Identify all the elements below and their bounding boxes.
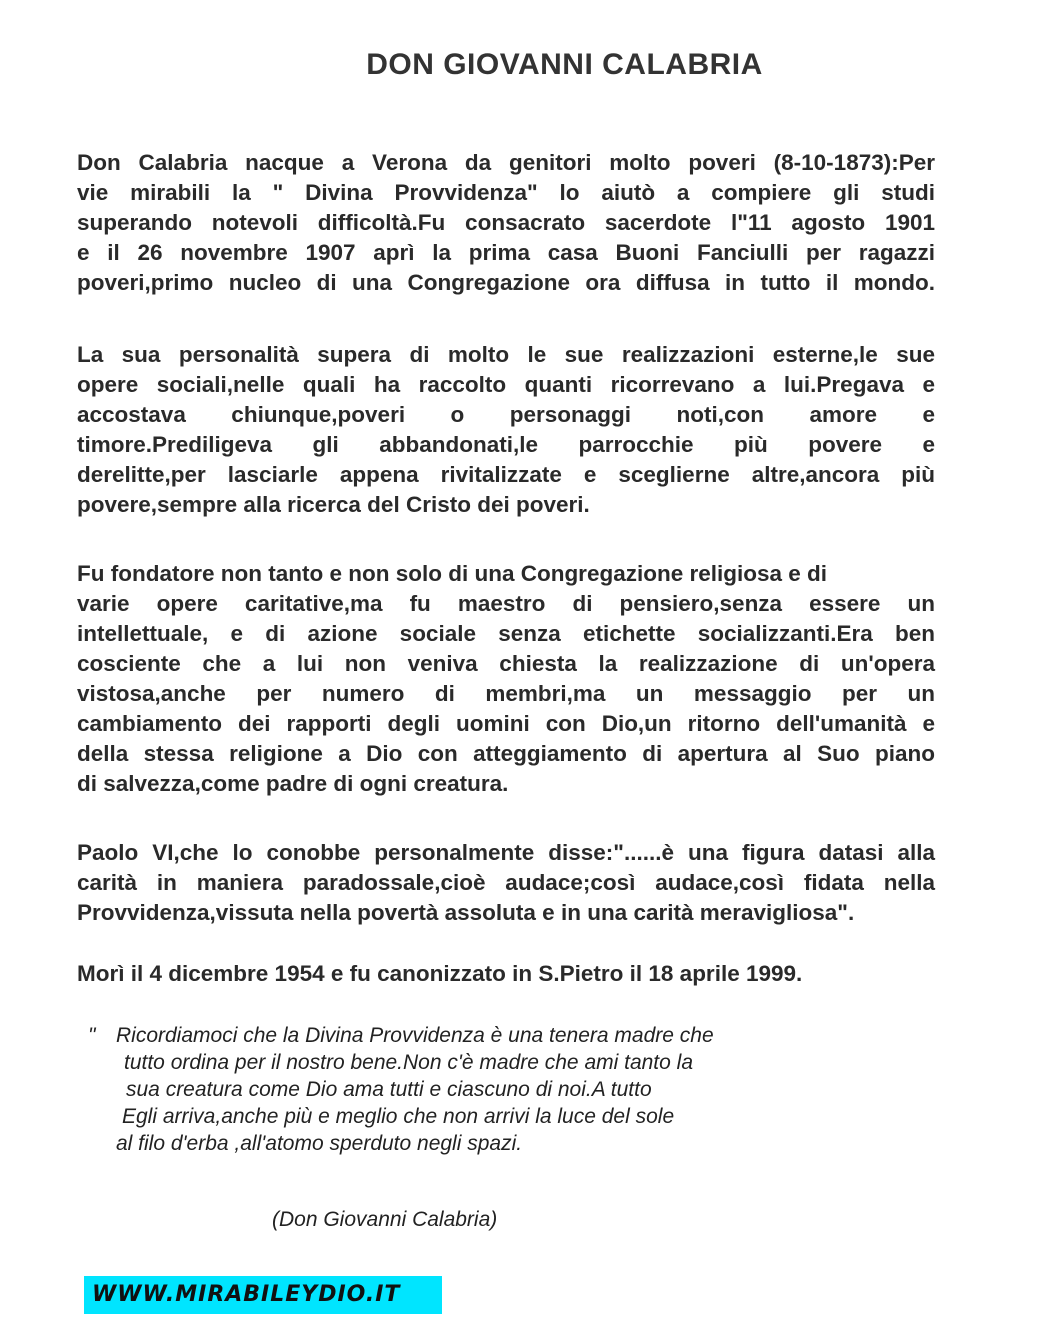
text-line: Fu fondatore non tanto e non solo di una Congregazione religiosa e di (77, 561, 828, 586)
website-link[interactable]: WWW.MIRABILEYDIO.IT (84, 1276, 442, 1314)
quote-line: Ricordiamoci che la Divina Provvidenza è una tenera madre che (116, 1024, 714, 1047)
text-line: opere sociali,nelle quali ha raccolto quanti ricorrevano a lui.Pregava e (77, 372, 935, 397)
page-title: DON GIOVANNI CALABRIA (366, 48, 763, 81)
text-line: accostava chiunque,poveri o personaggi noti,con amore e (77, 402, 935, 427)
text-line: Morì il 4 dicembre 1954 e fu canonizzato in S.Pietro il 18 aprile 1999. (77, 961, 803, 986)
text-line: timore.Prediligeva gli abbandonati,le parrocchie più povere e (77, 432, 935, 457)
paragraph-death-canonization (77, 959, 935, 989)
text-line: cosciente che a lui non veniva chiesta la realizzazione di un'opera (77, 651, 935, 676)
text-line: poveri,primo nucleo di una Congregazione ora diffusa in tutto il mondo. (77, 270, 935, 295)
text-line: cambiamento dei rapporti degli uomini con Dio,un ritorno dell'umanità e (77, 711, 935, 736)
paragraph-personality (77, 340, 935, 520)
text-line: derelitte,per lasciarle appena rivitalizzate e sceglierne altre,ancora più (77, 462, 935, 487)
paragraph-founder (77, 559, 935, 799)
text-line: intellettuale, e di azione sociale senza etichette socializzanti.Era ben (77, 621, 935, 646)
paragraph-biography (77, 148, 935, 298)
text-line: di salvezza,come padre di ogni creatura. (77, 771, 509, 796)
quote-line: al filo d'erba ,all'atomo sperduto negli spazi. (116, 1132, 523, 1155)
quote-open-mark: " (88, 1024, 96, 1047)
text-line: povere,sempre alla ricerca del Cristo dei poveri. (77, 492, 590, 517)
text-line: vistosa,anche per numero di membri,ma un messaggio per un (77, 681, 935, 706)
paragraph-paolo-vi (77, 838, 935, 928)
text-line: Don Calabria nacque a Verona da genitori molto poveri (8-10-1873):Per (77, 150, 935, 175)
quote-line: tutto ordina per il nostro bene.Non c'è madre che ami tanto la (124, 1051, 693, 1074)
text-line: e il 26 novembre 1907 aprì la prima casa Buoni Fanciulli per ragazzi (77, 240, 935, 265)
text-line: superando notevoli difficoltà.Fu consacrato sacerdote l"11 agosto 1901 (77, 210, 935, 235)
text-line: vie mirabili la " Divina Provvidenza" lo aiutò a compiere gli studi (77, 180, 935, 205)
quote-line: Egli arriva,anche più e meglio che non arrivi la luce del sole (122, 1105, 675, 1128)
quote-attribution: (Don Giovanni Calabria) (272, 1208, 498, 1231)
quote-block (88, 1022, 848, 1157)
text-line: della stessa religione a Dio con atteggiamento di apertura al Suo piano (77, 741, 935, 766)
quote-line: sua creatura come Dio ama tutti e ciascuno di noi.A tutto (126, 1078, 652, 1101)
text-line: carità in maniera paradossale,cioè audace;così audace,così fidata nella (77, 870, 935, 895)
text-line: La sua personalità supera di molto le sue realizzazioni esterne,le sue (77, 342, 935, 367)
text-line: varie opere caritative,ma fu maestro di pensiero,senza essere un (77, 591, 935, 616)
text-line: Provvidenza,vissuta nella povertà assoluta e in una carità meravigliosa". (77, 900, 855, 925)
text-line: Paolo VI,che lo conobbe personalmente disse:"......è una figura datasi alla (77, 840, 935, 865)
